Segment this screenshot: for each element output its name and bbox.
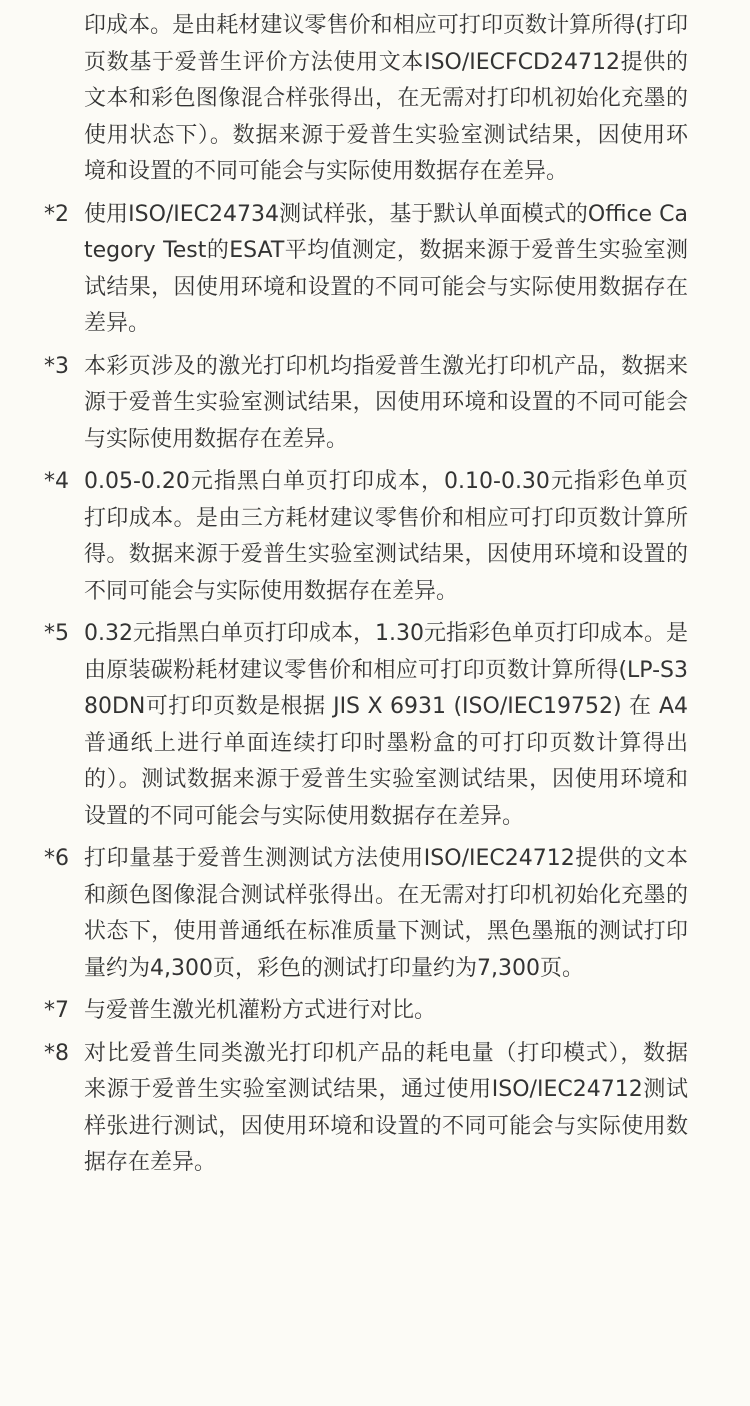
footnote-marker: *6	[44, 846, 69, 871]
footnote-3	[0, 349, 750, 459]
footnote-marker: *8	[44, 1040, 69, 1066]
footnote-text: 印成本。是由耗材建议零售价和相应可打印页数计算所得(打印页数基于爱普生评价方法使用文本ISO/IECFCD24712提供的文本和彩色图像混合样张得出，在无需对打印机初始化充墨的使用状态下）。数据来源于爱普生实验室测试结果，因使用环境和设置的不同可能会与实际使用数据存在差异。	[84, 13, 688, 184]
footnote-marker: *5	[44, 621, 69, 646]
footnote-text: 0.05-0.20元指黑白单页打印成本，0.10-0.30元指彩色单页打印成本。是由三方耗材建议零售价和相应可打印页数计算所得。数据来源于爱普生实验室测试结果，因使用环境和设置的不同可能会与实际使用数据存在差异。	[84, 469, 688, 604]
footnote-marker: *2	[44, 201, 69, 227]
footnote-text: 对比爱普生同类激光打印机产品的耗电量（打印模式），数据来源于爱普生实验室测试结果，通过使用ISO/IEC24712测试样张进行测试，因使用环境和设置的不同可能会与实际使用数据存在差异。	[84, 1040, 688, 1175]
footnote-4	[0, 464, 750, 610]
footnote-5	[0, 616, 750, 835]
footnote-text: 打印量基于爱普生测测试方法使用ISO/IEC24712提供的文本和颜色图像混合测试样张得出。在无需对打印机初始化充墨的状态下，使用普通纸在标准质量下测试，黑色墨瓶的测试打印量约为4,300页，彩色的测试打印量约为7,300页。	[84, 846, 688, 981]
footnote-text: 0.32元指黑白单页打印成本，1.30元指彩色单页打印成本。是由原装碳粉耗材建议零售价和相应可打印页数计算所得(LP-S380DN可打印页数是根据 JIS X 6931 (ISO/IEC19752) 在 A4 普通纸上进行单面连续打印时墨粉盒的可打印页数计算得出的）。测试数据来源于爱普生实验室测试结果，因使用环境和设置的不同可能会与实际使用数据存在差异。	[84, 621, 688, 829]
footnote-text: 使用ISO/IEC24734测试样张，基于默认单面模式的Office Category Test的ESAT平均值测定，数据来源于爱普生实验室测试结果，因使用环境和设置的不同可能会与实际使用数据存在差异。	[84, 201, 688, 336]
footnote-7	[0, 993, 750, 1030]
footnote-marker: *4	[44, 469, 69, 494]
footnote-continuation	[0, 8, 750, 191]
footnote-8	[0, 1036, 750, 1182]
footnote-2	[0, 197, 750, 343]
footnote-text: 本彩页涉及的激光打印机均指爱普生激光打印机产品，数据来源于爱普生实验室测试结果，因使用环境和设置的不同可能会与实际使用数据存在差异。	[84, 353, 688, 452]
footnote-6	[0, 841, 750, 987]
footnote-marker: *3	[44, 353, 69, 379]
footnote-text: 与爱普生激光机灌粉方式进行对比。	[84, 998, 437, 1023]
footnote-marker: *7	[44, 998, 69, 1023]
